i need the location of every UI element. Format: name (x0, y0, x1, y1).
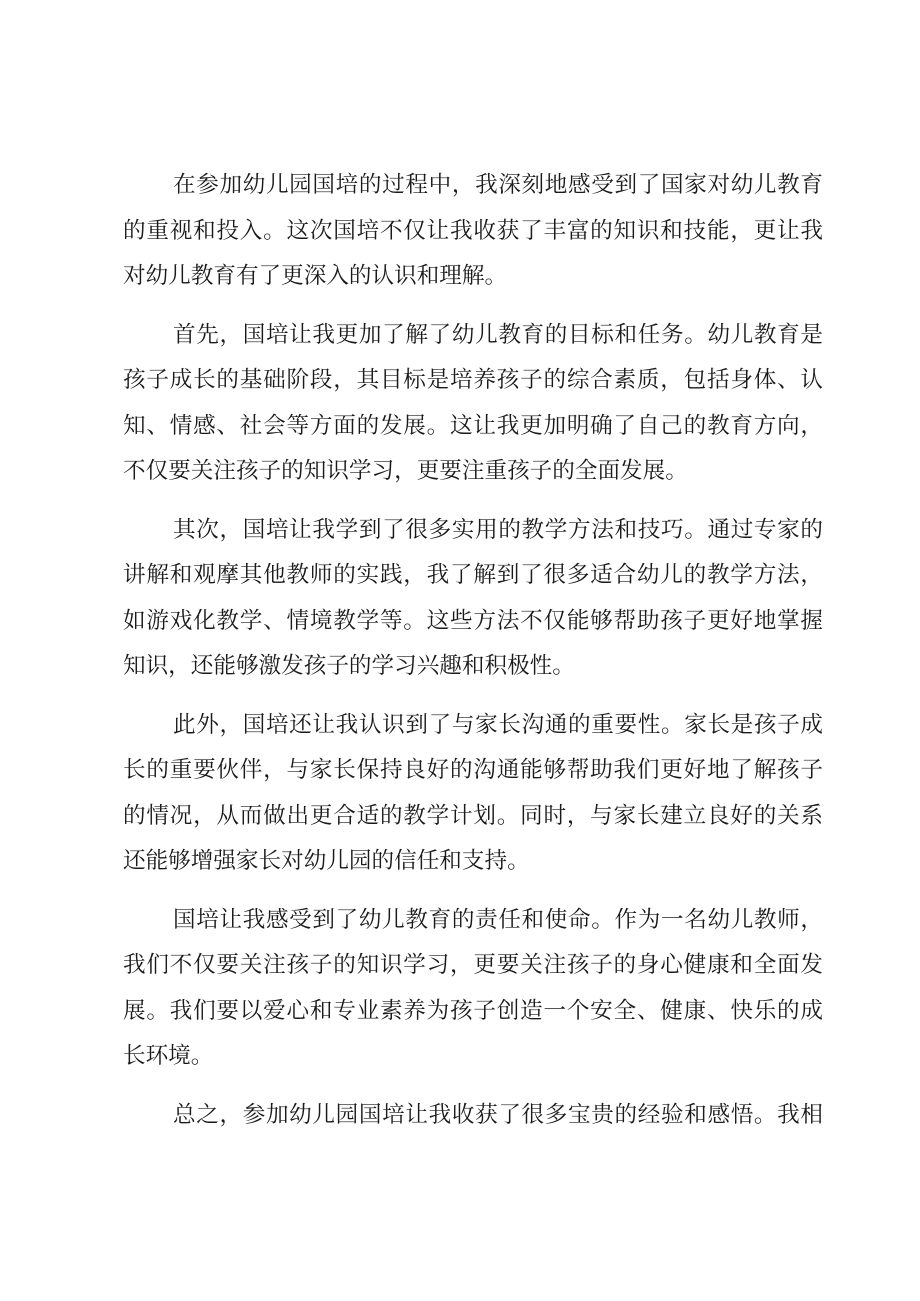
paragraph-line: 不仅要关注孩子的知识学习，更要注重孩子的全面发展。 (123, 458, 688, 484)
paragraph-line: 还能够增强家长对幼儿园的信任和支持。 (123, 848, 530, 874)
paragraph-line: 孩子成长的基础阶段，其目标是培养孩子的综合素质，包括身体、认 (123, 367, 823, 393)
paragraph-line: 总之，参加幼儿园国培让我收获了很多宝贵的经验和感悟。我相 (173, 1101, 823, 1128)
paragraph-line: 展。我们要以爱心和专业素养为孩子创造一个安全、健康、快乐的成 (123, 997, 823, 1024)
paragraph-line: 在参加幼儿园国培的过程中，我深刻地感受到了国家对幼儿教育 (173, 172, 823, 198)
paragraph-line: 此外，国培还让我认识到了与家长沟通的重要性。家长是孩子成 (173, 711, 823, 738)
paragraph-1 (123, 163, 823, 300)
paragraph-line: 讲解和观摩其他教师的实践，我了解到了很多适合幼儿的教学方法， (123, 562, 823, 588)
paragraph-line: 其次，国培让我学到了很多实用的教学方法和技巧。通过专家的 (173, 516, 823, 543)
paragraph-3 (123, 508, 823, 690)
paragraph-4 (123, 703, 823, 885)
paragraph-5 (123, 898, 823, 1080)
paragraph-2 (123, 313, 823, 495)
document-body (123, 163, 823, 1138)
paragraph-line: 长的重要伙伴，与家长保持良好的沟通能够帮助我们更好地了解孩子 (123, 757, 823, 783)
paragraph-line: 的重视和投入。这次国培不仅让我收获了丰富的知识和技能，更让我 (123, 217, 823, 244)
paragraph-line: 的情况，从而做出更合适的教学计划。同时，与家长建立良好的关系 (123, 802, 823, 829)
paragraph-line: 国培让我感受到了幼儿教育的责任和使命。作为一名幼儿教师， (173, 906, 823, 933)
paragraph-line: 长环境。 (123, 1043, 214, 1069)
paragraph-line: 知、情感、社会等方面的发展。这让我更加明确了自己的教育方向， (123, 412, 823, 439)
paragraph-6 (123, 1093, 823, 1139)
paragraph-line: 对幼儿教育有了更深入的认识和理解。 (123, 263, 508, 289)
paragraph-line: 如游戏化教学、情境教学等。这些方法不仅能够帮助孩子更好地掌握 (123, 607, 823, 634)
paragraph-line: 首先，国培让我更加了解了幼儿教育的目标和任务。幼儿教育是 (173, 321, 823, 348)
paragraph-line: 知识，还能够激发孩子的学习兴趣和积极性。 (123, 653, 575, 679)
paragraph-line: 我们不仅要关注孩子的知识学习，更要关注孩子的身心健康和全面发 (123, 952, 823, 978)
